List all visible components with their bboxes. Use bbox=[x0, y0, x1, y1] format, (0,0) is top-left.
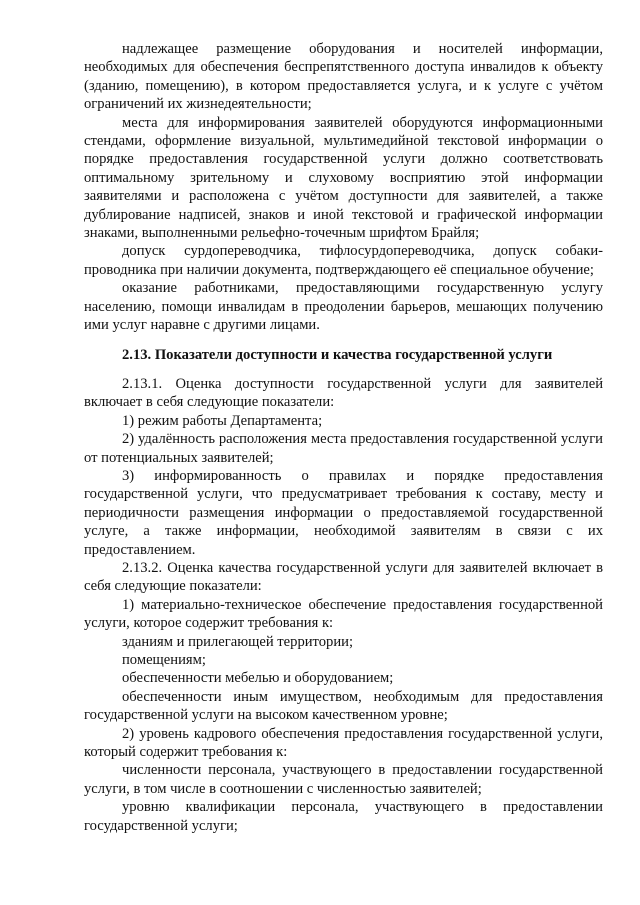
section-heading: 2.13. Показатели доступности и качества государственной услуги bbox=[122, 346, 553, 363]
paragraph: 2.13.1. Оценка доступности государственной услуги для заявителей включает в себя следующие показатели: bbox=[84, 375, 603, 411]
paragraph: уровню квалификации персонала, участвующего в предоставлении государственной услуги; bbox=[84, 799, 603, 834]
paragraph: численности персонала, участвующего в предоставлении государственной услуги, в том числе в соотношении с численностью заявителей; bbox=[84, 762, 603, 797]
paragraph: 2) удалённость расположения места предоставления государственной услуги от потенциальных заявителей; bbox=[84, 431, 603, 466]
document-page bbox=[84, 40, 603, 835]
paragraph: 3) информированность о правилах и порядке предоставления государственной услуги, что предусматривает требования к составу, месту и периодичности размещения информации о предоставляемой государственной услуге, а также информации, необходимой заявителям в связи с их предоставлением. bbox=[84, 467, 603, 558]
paragraph: допуск сурдопереводчика, тифлосурдопереводчика, допуск собаки-проводника при наличии документа, подтверждающего её специальное обучение; bbox=[84, 243, 603, 278]
paragraph: 1) режим работы Департамента; bbox=[122, 412, 323, 429]
paragraph: места для информирования заявителей оборудуются информационными стендами, оформление визуальной, мультимедийной текстовой информации о порядке предоставления государственной услуги должно соответствовать оптимальному зрительному и слуховому восприятию этой информации заявителями и расположена с учётом доступности для заявителей, а также дублирование надписей, знаков и иной текстовой и графической информации знаками, выполненными рельефно-точечным шрифтом Брайля; bbox=[84, 114, 603, 242]
paragraph: 2) уровень кадрового обеспечения предоставления государственной услуги, который содержит требования к: bbox=[84, 725, 603, 761]
paragraph: обеспеченности иным имуществом, необходимым для предоставления государственной услуги на высоком качественном уровне; bbox=[84, 688, 603, 724]
paragraph: 1) материально-техническое обеспечение предоставления государственной услуги, которое содержит требования к: bbox=[84, 596, 603, 632]
paragraph: оказание работниками, предоставляющими государственную услугу населению, помощи инвалидам в преодолении барьеров, мешающих получению ими услуг наравне с другими лицами. bbox=[84, 280, 603, 334]
paragraph: зданиям и прилегающей территории; bbox=[122, 633, 354, 650]
paragraph: помещениям; bbox=[122, 652, 206, 668]
paragraph: надлежащее размещение оборудования и носителей информации, необходимых для обеспечения беспрепятственного доступа инвалидов к объекту (зданию, помещению), в котором предоставляется услуга, и к услуге с учётом ограничений их жизнедеятельности; bbox=[84, 41, 603, 113]
paragraph: обеспеченности мебелью и оборудованием; bbox=[122, 670, 394, 687]
paragraph: 2.13.2. Оценка качества государственной услуги для заявителей включает в себя следующие показатели: bbox=[84, 559, 603, 595]
